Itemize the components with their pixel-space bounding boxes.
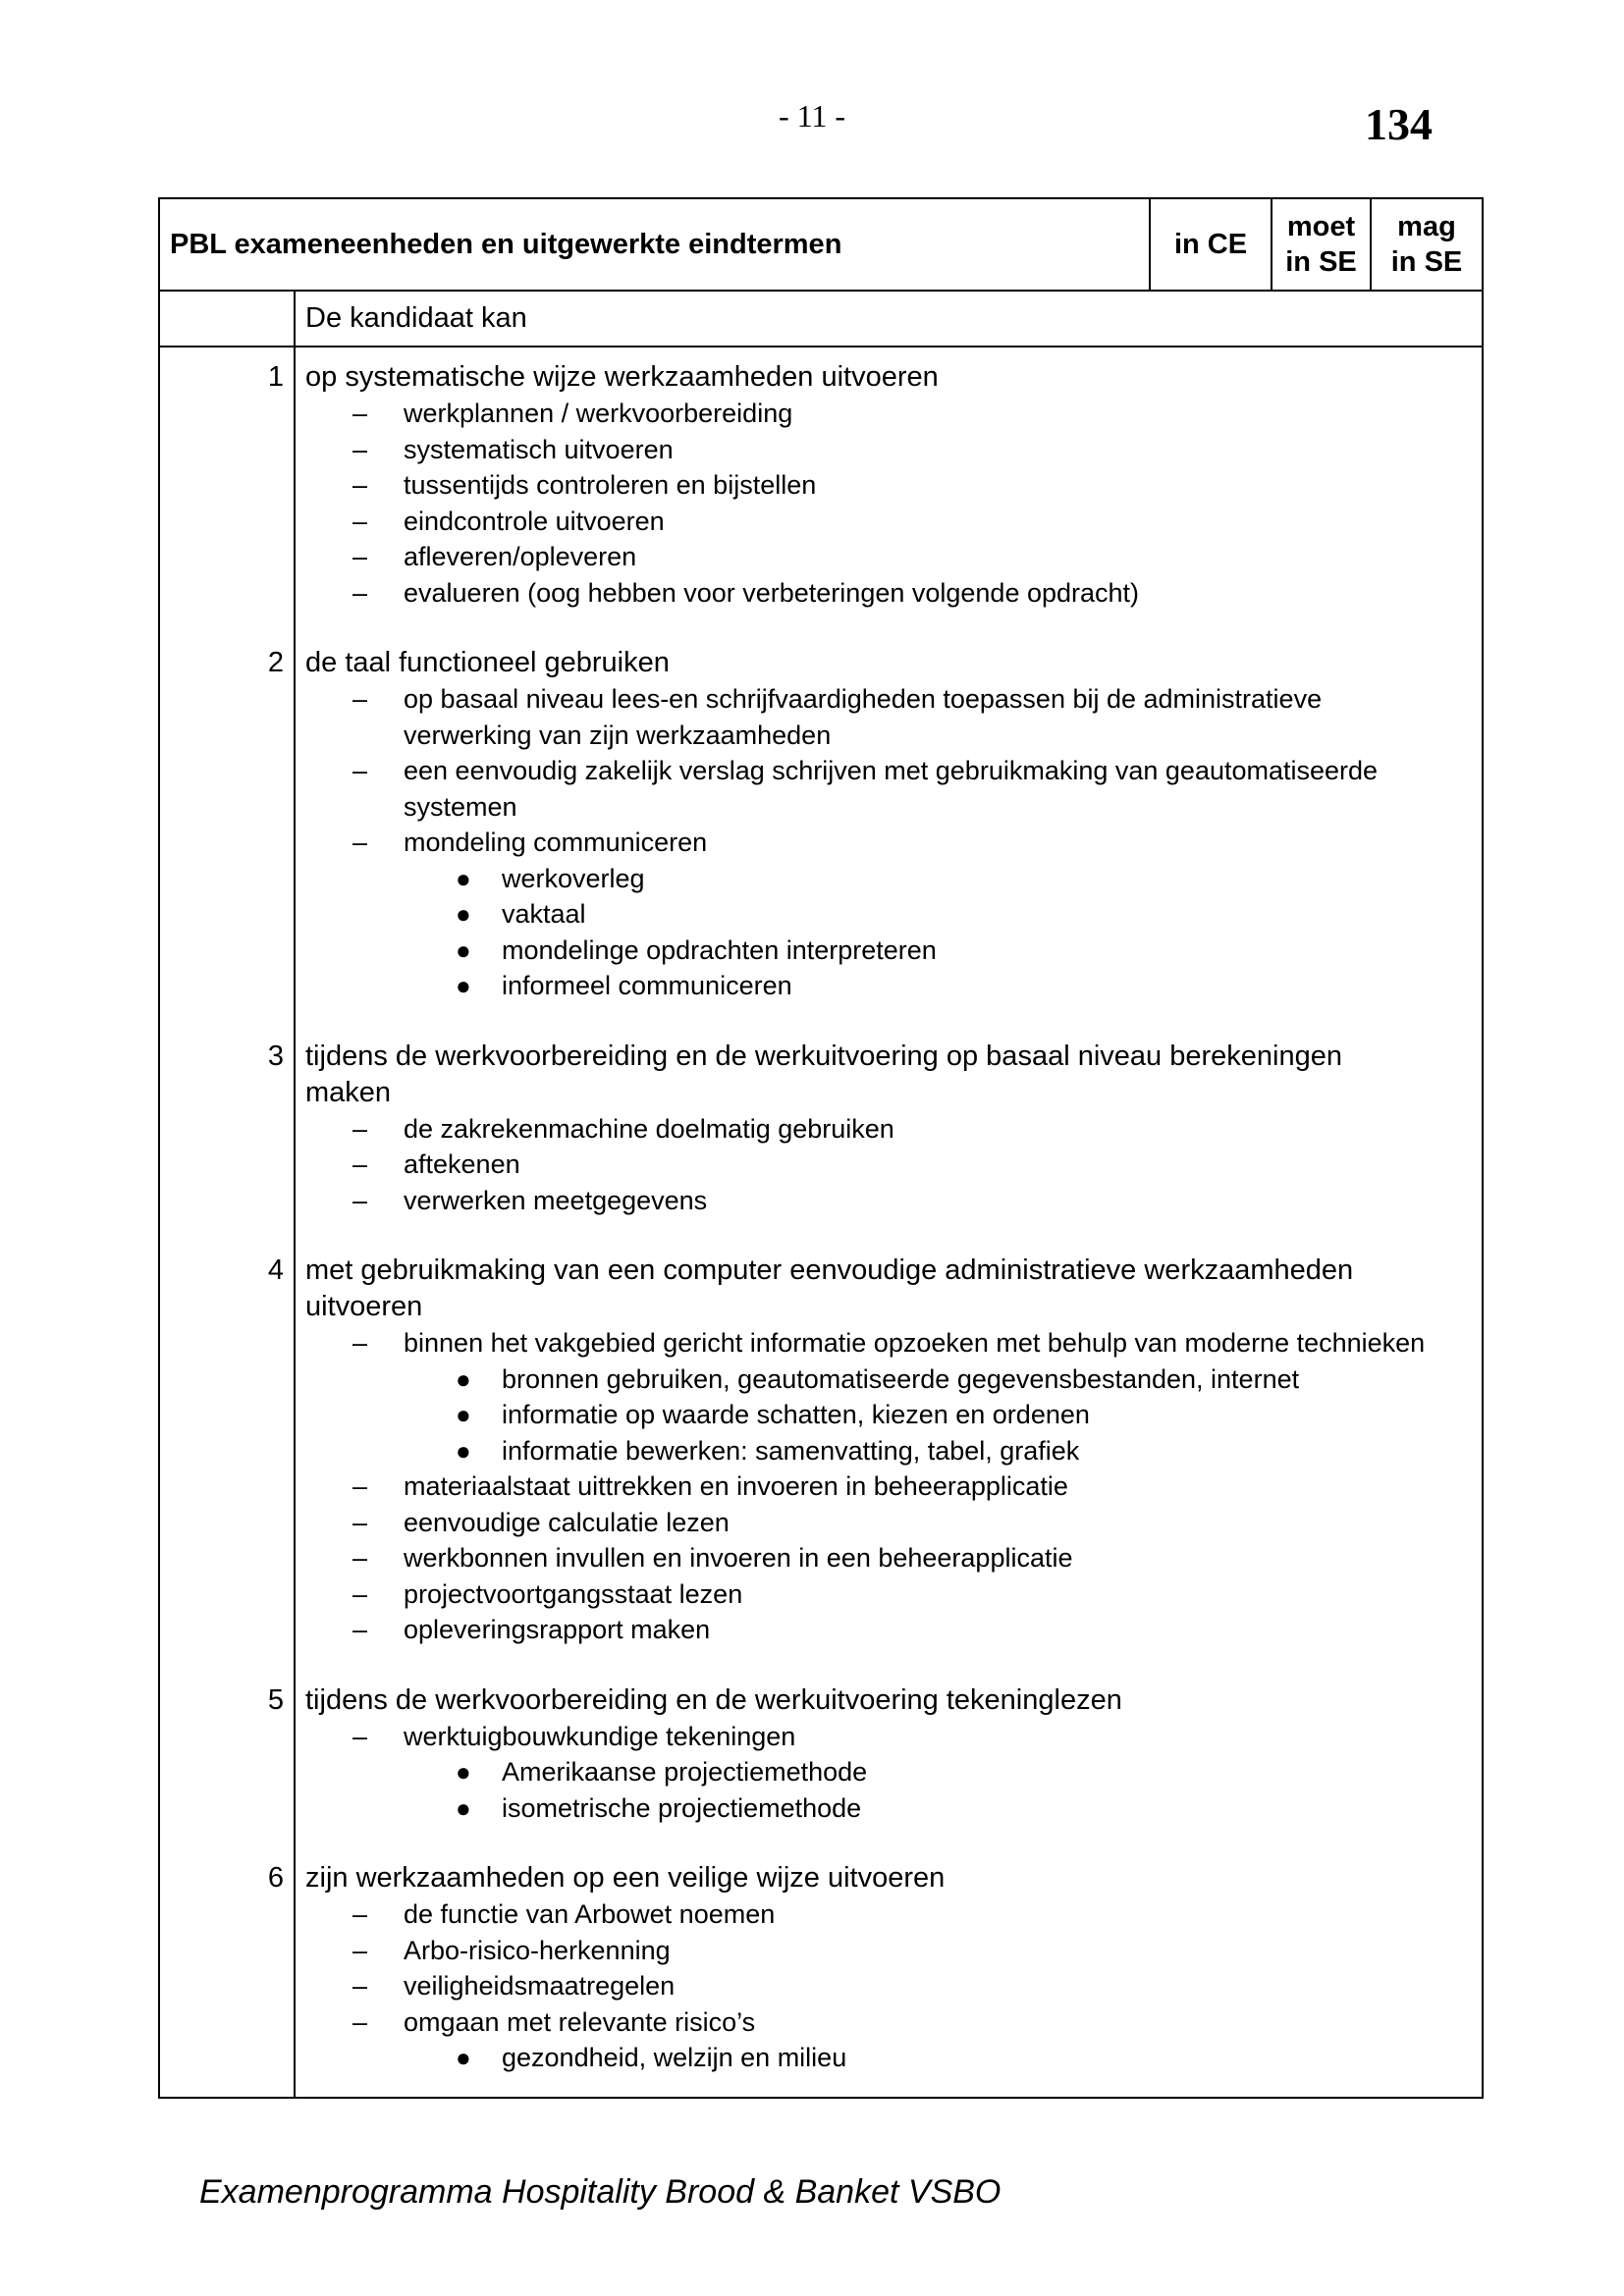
table-header-row — [159, 198, 1483, 291]
bullet-item: ● vaktaal — [456, 899, 586, 929]
bullet-item: ● mondelinge opdrachten interpreteren — [456, 934, 937, 965]
section-number: 1 — [267, 361, 284, 393]
section-5 — [267, 1682, 1472, 1827]
col-mag-line2: in SE — [1390, 246, 1463, 278]
list-item: – mondeling communiceren — [352, 828, 708, 857]
section-title: tijdens de werkvoorbereiding en de werkuitvoering tekeninglezen — [305, 1683, 1122, 1716]
list-item: – aftekenen — [352, 1149, 520, 1179]
section-number: 6 — [267, 1862, 284, 1894]
list-item: – veiligheidsmaatregelen — [352, 1971, 676, 2001]
col-mag-line1: mag — [1397, 211, 1456, 242]
list-item: – omgaan met relevante risico’s — [352, 2006, 756, 2037]
bullet-item: ● werkoverleg — [456, 863, 645, 893]
section-2 — [267, 645, 1472, 1004]
bullet-item: ● isometrische projectiemethode — [456, 1792, 862, 1823]
content-row — [159, 347, 1483, 2098]
bullet-item: ● gezondheid, welzijn en milieu — [456, 2043, 847, 2072]
list-item: – Arbo-risico-herkenning — [352, 1935, 671, 1965]
list-item: – tussentijds controleren en bijstellen — [352, 470, 817, 500]
section-title-continuation: uitvoeren — [305, 1291, 423, 1322]
bullet-item: ● informatie bewerken: samenvatting, tabel, grafiek — [456, 1435, 1080, 1466]
col-moet-line1: moet — [1286, 211, 1356, 242]
lead-row — [159, 291, 1483, 347]
list-item-continuation: verwerking van zijn werkzaamheden — [404, 720, 832, 750]
section-number: 3 — [267, 1040, 284, 1072]
col-moet-line2: in SE — [1285, 246, 1357, 278]
section-title: tijdens de werkvoorbereiding en de werkuitvoering op basaal niveau berekeningen — [305, 1040, 1342, 1072]
list-item: – binnen het vakgebied gericht informatie opzoeken met behulp van moderne technieken — [352, 1328, 1426, 1358]
content-body — [267, 347, 1483, 2098]
list-item-continuation: systemen — [404, 791, 517, 822]
list-item: – eindcontrole uitvoeren — [352, 506, 665, 536]
list-item: – een eenvoudig zakelijk verslag schrijven met gebruikmaking van geautomatiseerde — [352, 756, 1379, 785]
lead-num-cell — [159, 291, 295, 347]
section-number: 4 — [267, 1255, 284, 1286]
bullet-item: ● Amerikaanse projectiemethode — [456, 1757, 868, 1787]
list-item: – werkplannen / werkvoorbereiding — [352, 399, 793, 428]
col-mag-in-se — [1371, 198, 1483, 291]
bullet-item: ● informeel communiceren — [456, 971, 792, 1000]
list-item: – verwerken meetgegevens — [352, 1185, 708, 1215]
list-item: – evalueren (oog hebben voor verbeteringen volgende opdracht) — [352, 577, 1140, 608]
page-stamp: 134 — [1365, 99, 1433, 149]
list-item: – eenvoudige calculatie lezen — [352, 1507, 730, 1537]
list-item: – op basaal niveau lees-en schrijfvaardigheden toepassen bij de administratieve — [352, 684, 1323, 714]
section-title: de taal functioneel gebruiken — [305, 647, 670, 678]
section-title: met gebruikmaking van een computer eenvoudige administratieve werkzaamheden — [305, 1255, 1354, 1286]
list-item: – de functie van Arbowet noemen — [352, 1899, 776, 1929]
list-item: – werkbonnen invullen en invoeren in een beheerapplicatie — [352, 1543, 1073, 1573]
section-1 — [267, 359, 1472, 611]
section-6 — [267, 1860, 1472, 2076]
section-title: zijn werkzaamheden op een veilige wijze uitvoeren — [305, 1862, 946, 1894]
list-item: – werktuigbouwkundige tekeningen — [352, 1721, 796, 1751]
section-number: 2 — [267, 647, 284, 678]
lead-text: De kandidaat kan — [295, 291, 1483, 347]
table-title: PBL exameneenheden en uitgewerkte eindtermen — [159, 198, 1150, 291]
list-item: – afleveren/opleveren — [352, 542, 637, 571]
section-4 — [267, 1253, 1472, 1648]
list-item: – opleveringsrapport maken — [352, 1615, 711, 1644]
exam-table — [158, 197, 1484, 2099]
footer-text: Examenprogramma Hospitality Brood & Banket VSBO — [199, 2173, 1001, 2211]
page-number: - 11 - — [778, 98, 846, 133]
section-title: op systematische wijze werkzaamheden uitvoeren — [305, 361, 939, 393]
section-3 — [267, 1039, 1472, 1219]
col-moet-in-se — [1272, 198, 1371, 291]
content-num-cell — [159, 347, 295, 2098]
list-item: – materiaalstaat uittrekken en invoeren in beheerapplicatie — [352, 1471, 1068, 1501]
list-item: – projectvoortgangsstaat lezen — [352, 1578, 743, 1609]
section-number: 5 — [267, 1683, 284, 1716]
bullet-item: ● informatie op waarde schatten, kiezen en ordenen — [456, 1400, 1090, 1429]
list-item: – de zakrekenmachine doelmatig gebruiken — [352, 1113, 894, 1144]
list-item: – systematisch uitvoeren — [352, 434, 674, 464]
col-in-ce: in CE — [1150, 198, 1272, 291]
bullet-item: ● bronnen gebruiken, geautomatiseerde gegevensbestanden, internet — [456, 1363, 1300, 1394]
section-title-continuation: maken — [305, 1076, 392, 1108]
